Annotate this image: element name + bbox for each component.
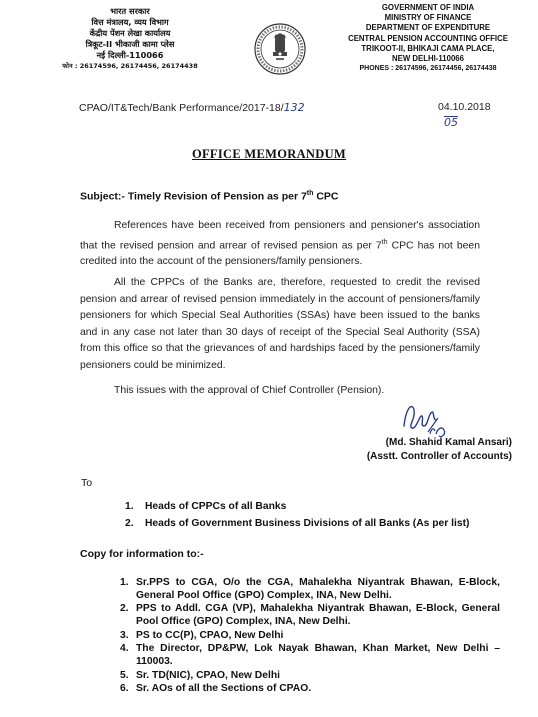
letterhead-hindi-line: त्रिकूट-II भीकाजी कामा प्लेस [85, 39, 175, 49]
reference-number [79, 101, 305, 114]
letterhead-english-line: MINISTRY OF FINANCE [384, 13, 472, 23]
signatory-name: (Md. Shahid Kamal Ansari) [385, 437, 512, 448]
list-item [120, 670, 500, 683]
list-item-text: Heads of Government Business Divisions of all Banks (As per list) [145, 518, 470, 529]
letterhead-hindi-line: नई दिल्ली-110066 [96, 50, 164, 60]
paragraph-1-superscript: th [381, 238, 388, 246]
date-handwritten-note: 05 [444, 116, 458, 129]
list-item-text: Sr. TD(NIC), CPAO, New Delhi [136, 669, 280, 681]
reference-number-handwritten: 132 [283, 101, 305, 114]
list-item [125, 515, 525, 532]
list-item-text: Sr. AOs of all the Sections of CPAO. [136, 683, 312, 695]
list-item-number: 1. [120, 577, 129, 588]
list-item-text: Heads of CPPCs of all Banks [145, 501, 287, 512]
paragraph-1-text-end: CPC has not been credited into the account of the pensioners/family pensioners. [80, 239, 480, 268]
list-item-number: 6. [120, 683, 129, 695]
list-item-number: 3. [120, 629, 129, 641]
list-item-number: 4. [120, 643, 129, 655]
paragraph-1-text: References have been received from pensioners and pensioner's association that the revised pension and arrear of revised pension as per 7 [80, 220, 480, 251]
letterhead-hindi-line: भारत सरकार [110, 6, 150, 16]
paragraph-1 [80, 218, 480, 271]
paragraph-3-text: This issues with the approval of Chief Controller (Pension). [114, 385, 385, 396]
letterhead-hindi-phone: फोन : 26174596, 26174456, 26174438 [62, 62, 198, 70]
page-title: OFFICE MEMORANDUM [191, 147, 347, 161]
copy-list [120, 577, 500, 697]
list-item [125, 498, 525, 515]
letterhead-english-line: TRIKOOT-II, BHIKAJI CAMA PLACE, [361, 43, 495, 53]
letterhead-english-line: NEW DELHI-110066 [392, 54, 464, 64]
list-item [120, 643, 500, 668]
national-emblem-seal-icon [253, 22, 307, 76]
list-item [120, 577, 500, 602]
to-list [125, 498, 525, 532]
list-item-number: 2. [125, 518, 134, 529]
to-label: To [81, 477, 93, 489]
list-item-number: 2. [120, 603, 129, 615]
list-item-text: The Director, DP&PW, Lok Nayak Bhawan, Khan Market, New Delhi – 110003. [136, 643, 500, 667]
paragraph-2-text: All the CPPCs of the Banks are, therefore, requested to credit the revised pension and arrear of revised pension immediately in the account of pensioners/family pensioners for which Special Seal Authorities (SSAs) have been issued to the banks and in any case not later than 30 days of receipt of the Special Seal Authority (SSA) from this office so that the grievances of and hardships faced by the pensioners/family pensioners could be minimized. [80, 277, 480, 371]
subject-text-end: CPC [313, 190, 339, 203]
paragraph-2 [80, 275, 480, 374]
letterhead-hindi-line: वित्त मंत्रालय, व्यय विभाग [91, 17, 169, 27]
signatory-designation: (Asstt. Controller of Accounts) [366, 451, 512, 462]
subject-line [80, 190, 339, 203]
subject-superscript: th [306, 190, 314, 197]
list-item-number: 5. [120, 669, 129, 681]
subject-text: Subject:- Timely Revision of Pension as per 7 [80, 190, 307, 203]
list-item [120, 603, 500, 628]
signatory-block [362, 436, 512, 464]
list-item-text: Sr.PPS to CGA, O/o the CGA, Mahalekha Niyantrak Bhawan, E-Block, General Pool Office (GPO) Complex, INA, New Delhi. [136, 577, 500, 601]
list-item-text: PPS to Addl. CGA (VP), Mahalekha Niyantrak Bhawan, E-Block, General Pool Office (GPO) Complex, INA, New Delhi. [136, 603, 500, 627]
copy-label: Copy for information to:- [80, 548, 204, 560]
letterhead-hindi [40, 6, 220, 72]
list-item [120, 630, 500, 643]
letterhead-english-phone: PHONES : 26174596, 26174456, 26174438 [359, 65, 497, 73]
reference-number-printed: CPAO/IT&Tech/Bank Performance/2017-18/ [79, 102, 284, 114]
letterhead-hindi-line: केंद्रीय पेंशन लेखा कार्यालय [89, 28, 171, 38]
letterhead-english-line: CENTRAL PENSION ACCOUNTING OFFICE [348, 33, 508, 43]
memo-date: 04.10.2018 [438, 101, 491, 113]
letterhead-english-line: DEPARTMENT OF EXPENDITURE [365, 23, 491, 33]
list-item-text: PS to CC(P), CPAO, New Delhi [136, 629, 284, 641]
letterhead-english-line: GOVERNMENT OF INDIA [381, 3, 475, 12]
letterhead-english [330, 3, 526, 74]
list-item [120, 683, 500, 696]
list-item-number: 1. [125, 501, 134, 512]
